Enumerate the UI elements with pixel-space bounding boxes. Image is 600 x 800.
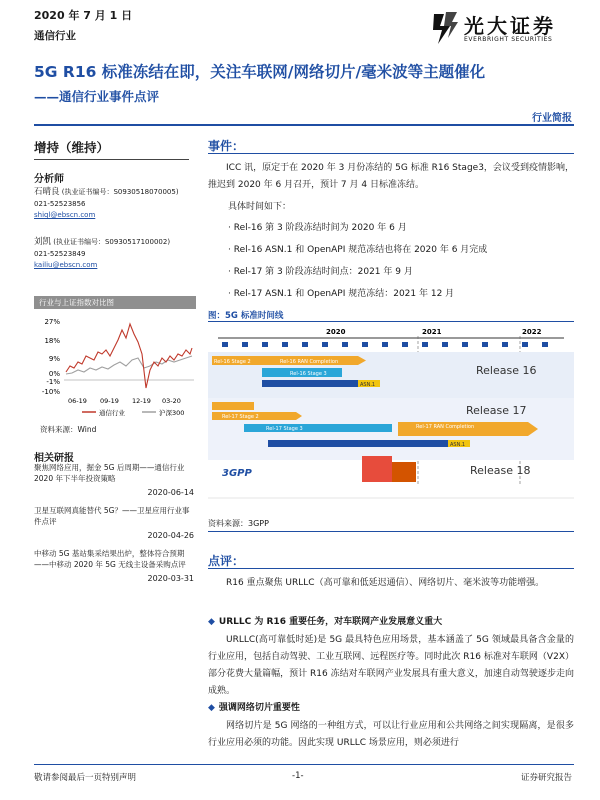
- x-tick-label: 12-19: [132, 397, 151, 405]
- related-report-date: 2020-04-26: [147, 531, 194, 540]
- analyst-email-link[interactable]: shiql@ebscn.com: [34, 211, 96, 219]
- chart-source: 资料来源：Wind: [40, 425, 97, 434]
- analyst-card-1: [34, 187, 204, 222]
- release-17-label: Release 17: [466, 404, 527, 417]
- 3gpp-tag: 3GPP: [222, 468, 252, 479]
- y-tick-label: -10%: [41, 388, 60, 396]
- urllc-paragraph: URLLC(高可靠低时延)是 5G 最具特色应用场景，基本涵盖了 5G 领域最具备含金量的行业应用，包括自动驾驶、工业互联网、远程医疗等。同时此次 R16 标准对车联网（V2X）部分花费大量篇幅，预计 R16 冻结对车联网产业发展具有重大意义，加速自动驾驶逐步走向成熟。: [208, 635, 574, 696]
- bar-label: ASN.1: [360, 382, 376, 388]
- timeline-figure-svg: [208, 326, 574, 514]
- timeline-bullet: · Rel-16 第 3 阶段冻结时间为 2020 年 6 月: [228, 223, 407, 233]
- bar-label: Rel-17 Stage 2: [222, 414, 259, 420]
- timeline-bullet: · Rel-17 第 3 阶段冻结时间点：2021 年 9 月: [228, 267, 413, 277]
- related-report-title[interactable]: 聚焦网络应用，掘金 5G 后周期——通信行业 2020 年下半年投资策略: [34, 463, 185, 483]
- legend-label-index: 沪深300: [159, 409, 185, 417]
- year-label: 2022: [522, 328, 542, 336]
- performance-chart-svg: [34, 310, 196, 422]
- analyst-name: 石晴良: [34, 187, 60, 197]
- bar-label: Rel-17 Stage 3: [266, 426, 303, 432]
- event-divider: [208, 153, 574, 154]
- timeline-figure: [208, 326, 574, 514]
- analyst-email-link[interactable]: kailiu@ebscn.com: [34, 261, 98, 269]
- title-divider: [34, 124, 574, 126]
- subheading-text: URLLC 为 R16 重要任务，对车联网产业发展意义重大: [218, 617, 443, 627]
- analyst-phone: 021-52523856: [34, 199, 86, 208]
- timeline-bullet: · Rel-17 ASN.1 和 OpenAPI 规范冻结：2021 年 12 月: [228, 289, 455, 299]
- comment-paragraph: R16 重点聚焦 URLLC（高可靠和低延迟通信）、网络切片、毫米波等功能增强。: [226, 578, 545, 588]
- page-number: -1-: [292, 771, 304, 781]
- chart-title: 行业与上证指数对比图: [34, 296, 196, 309]
- y-tick-label: -1%: [46, 378, 60, 386]
- company-logo: [430, 6, 570, 50]
- figure-divider: [208, 321, 574, 322]
- analyst-license: (执业证书编号：S0930517100002): [53, 238, 171, 246]
- performance-chart: [34, 296, 196, 438]
- event-paragraph: ICC 讯，原定于在 2020 年 3 月份冻结的 5G 标准 R16 Stage3，会议受到疫情影响，推迟到 2020 年 6 月召开，预计 7 月 4 日标准冻结。: [208, 163, 574, 190]
- release-16-label: Release 16: [476, 364, 537, 377]
- release-18-label: Release 18: [470, 464, 531, 477]
- x-tick-label: 09-19: [100, 397, 119, 405]
- slicing-paragraph: 网络切片是 5G 网络的一种组方式，可以让行业应用和公共网络之间实现隔离，是很多行业应用必须的功能。因此实现 URLLC 场景应用，则必须进行: [208, 721, 574, 748]
- report-title: 5G R16 标准冻结在即，关注车联网/网络切片/毫米波等主题催化: [34, 63, 486, 81]
- bar-label: Rel-16 RAN Completion: [280, 359, 339, 365]
- figure-caption: 图：5G 标准时间线: [208, 311, 284, 321]
- logo-text-en: EVERBRIGHT SECURITIES: [464, 36, 553, 43]
- figure-source: 资料来源：3GPP: [208, 519, 269, 528]
- logo-mark-icon: [430, 8, 460, 48]
- analyst-phone: 021-52523849: [34, 249, 86, 258]
- timeline-intro: 具体时间如下：: [228, 202, 292, 212]
- related-report-3[interactable]: [34, 548, 194, 584]
- analyst-license: (执业证书编号：S0930518070005): [61, 188, 179, 196]
- figure-bottom-divider: [208, 531, 574, 532]
- bar-rel16-asn1: [262, 380, 358, 387]
- comment-divider: [208, 568, 574, 569]
- related-report-date: 2020-03-31: [147, 574, 194, 583]
- year-label: 2021: [422, 328, 442, 336]
- diamond-bullet-icon: ◆: [208, 703, 215, 713]
- bar-rel17-asn1: [268, 440, 448, 447]
- y-tick-label: 0%: [48, 370, 60, 378]
- rel18-workshop-box: [362, 456, 392, 482]
- footer-report-type: 证券研究报告: [520, 773, 572, 783]
- related-report-title[interactable]: 卫星互联网真能替代 5G？——卫星应用行业事件点评: [34, 506, 190, 526]
- footer-divider: [34, 764, 574, 765]
- bar-label: ASN.1: [450, 442, 466, 448]
- logo-text-cn: 光大证券: [464, 14, 556, 38]
- rel18-package-box: [392, 462, 416, 482]
- analyst-name: 刘凯: [34, 237, 52, 247]
- subheading-slicing: [208, 700, 300, 713]
- bar-label: Rel-17 RAN Completion: [416, 424, 475, 430]
- bar-label: Rel-16 Stage 3: [290, 371, 327, 377]
- related-report-date: 2020-06-14: [147, 488, 194, 497]
- event-heading: 事件：: [208, 139, 245, 153]
- footer-disclaimer: 敬请参阅最后一页特别声明: [34, 773, 137, 783]
- y-tick-label: 18%: [44, 337, 60, 345]
- timeline-bullet: · Rel-16 ASN.1 和 OpenAPI 规范冻结也将在 2020 年 6 月完成: [228, 245, 488, 255]
- bar-rel17-study: [212, 402, 254, 410]
- rating: 增持（维持）: [34, 140, 110, 155]
- y-tick-label: 9%: [48, 355, 60, 363]
- related-report-2[interactable]: [34, 505, 194, 541]
- related-report-title[interactable]: 中移动 5G 基站集采结果出炉，整体符合预期——中移动 2020 年 5G 无线主设备采购点评: [34, 549, 186, 569]
- subheading-text: 强调网络切片重要性: [218, 703, 300, 713]
- x-tick-label: 03-20: [162, 397, 181, 405]
- related-heading: 相关研报: [34, 453, 74, 464]
- related-report-1[interactable]: [34, 462, 194, 498]
- legend-label-industry: 通信行业: [99, 409, 125, 417]
- report-date: 2020 年 7 月 1 日: [34, 9, 133, 22]
- bar-label: Rel-16 Stage 2: [214, 359, 251, 365]
- sidebar-divider: [34, 159, 189, 160]
- doc-type-label: 行业简报: [532, 113, 572, 124]
- y-tick-label: 27%: [44, 318, 60, 326]
- x-tick-label: 06-19: [68, 397, 87, 405]
- year-label: 2020: [326, 328, 346, 336]
- analyst-card-2: [34, 237, 204, 272]
- diamond-bullet-icon: ◆: [208, 617, 215, 627]
- comment-heading: 点评：: [208, 554, 245, 568]
- industry-label: 通信行业: [34, 30, 76, 42]
- analyst-heading: 分析师: [34, 174, 64, 185]
- report-subtitle: ——通信行业事件点评: [34, 89, 160, 104]
- industry-series-line: [66, 324, 192, 388]
- subheading-urllc: [208, 614, 442, 627]
